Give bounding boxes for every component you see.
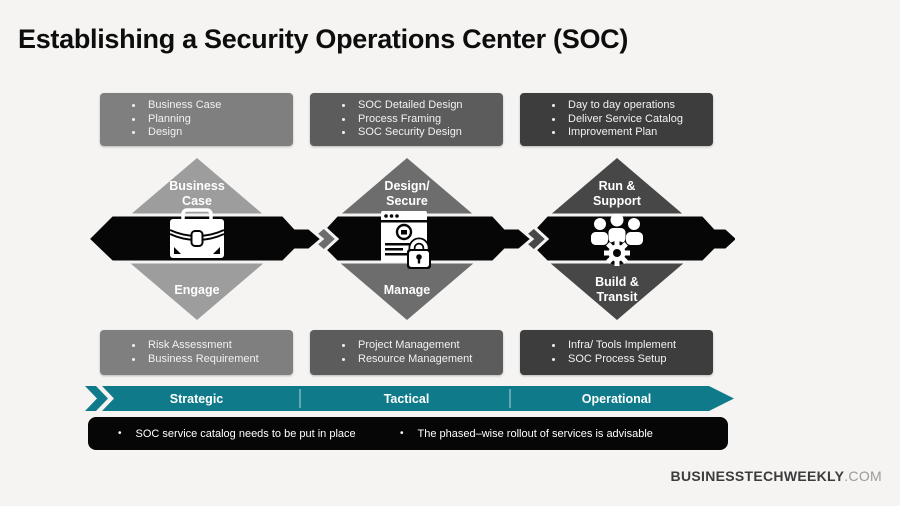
list-item: • SOC Security Design [354, 126, 463, 140]
list-item: • Project Management [354, 339, 472, 353]
note-item: • SOC service catalog needs to be put in place [118, 417, 356, 450]
top-box-strategic [100, 93, 293, 146]
brand-name: BUSINESSTECHWEEKLY [670, 468, 845, 484]
bottom-box-tactical [310, 330, 503, 375]
list-item: • Design [144, 126, 221, 140]
secure-browser-icon [381, 211, 431, 269]
bottom-box-operational-list [520, 331, 684, 374]
top-box-tactical-list [310, 91, 471, 148]
list-item: • Improvement Plan [564, 126, 683, 140]
diamond-label-engage: Engage [174, 282, 220, 297]
phase-label-strategic: Strategic [169, 392, 224, 406]
note-item: • The phased–wise rollout of services is advisable [400, 417, 653, 450]
list-item: • SOC Detailed Design [354, 99, 463, 113]
brand-logo [671, 468, 882, 484]
top-box-operational-list [520, 91, 691, 148]
bottom-box-tactical-list [310, 331, 480, 374]
bottom-box-strategic [100, 330, 293, 375]
list-item: • Deliver Service Catalog [564, 113, 683, 127]
diamond-label-build-transit: Build & Transit [595, 275, 639, 304]
brand-suffix: .COM [844, 468, 882, 484]
list-item: • SOC Process Setup [564, 353, 676, 367]
list-item: • Day to day operations [564, 99, 683, 113]
list-item: • Resource Management [354, 353, 472, 367]
bottom-box-strategic-list [100, 331, 267, 374]
phase-label-tactical: Tactical [383, 392, 430, 406]
diamond-label-run-support: Run & Support [593, 179, 641, 208]
diamond-label-business-case: Business Case [169, 179, 225, 208]
top-box-tactical [310, 93, 503, 146]
diamond-label-manage: Manage [383, 282, 431, 297]
list-item: • Risk Assessment [144, 339, 259, 353]
phase-label-operational: Operational [581, 392, 652, 406]
notes-bar [88, 417, 728, 450]
list-item: • Process Framing [354, 113, 463, 127]
diamond-label-design-secure: Design/ Secure [384, 179, 430, 208]
top-box-operational [520, 93, 713, 146]
list-item: • Business Requirement [144, 353, 259, 367]
list-item: • Infra/ Tools Implement [564, 339, 676, 353]
page-title: Establishing a Security Operations Center (SOC) [18, 24, 629, 54]
list-item: • Planning [144, 113, 221, 127]
top-box-strategic-list [100, 91, 229, 148]
bottom-box-operational [520, 330, 713, 375]
list-item: • Business Case [144, 99, 221, 113]
